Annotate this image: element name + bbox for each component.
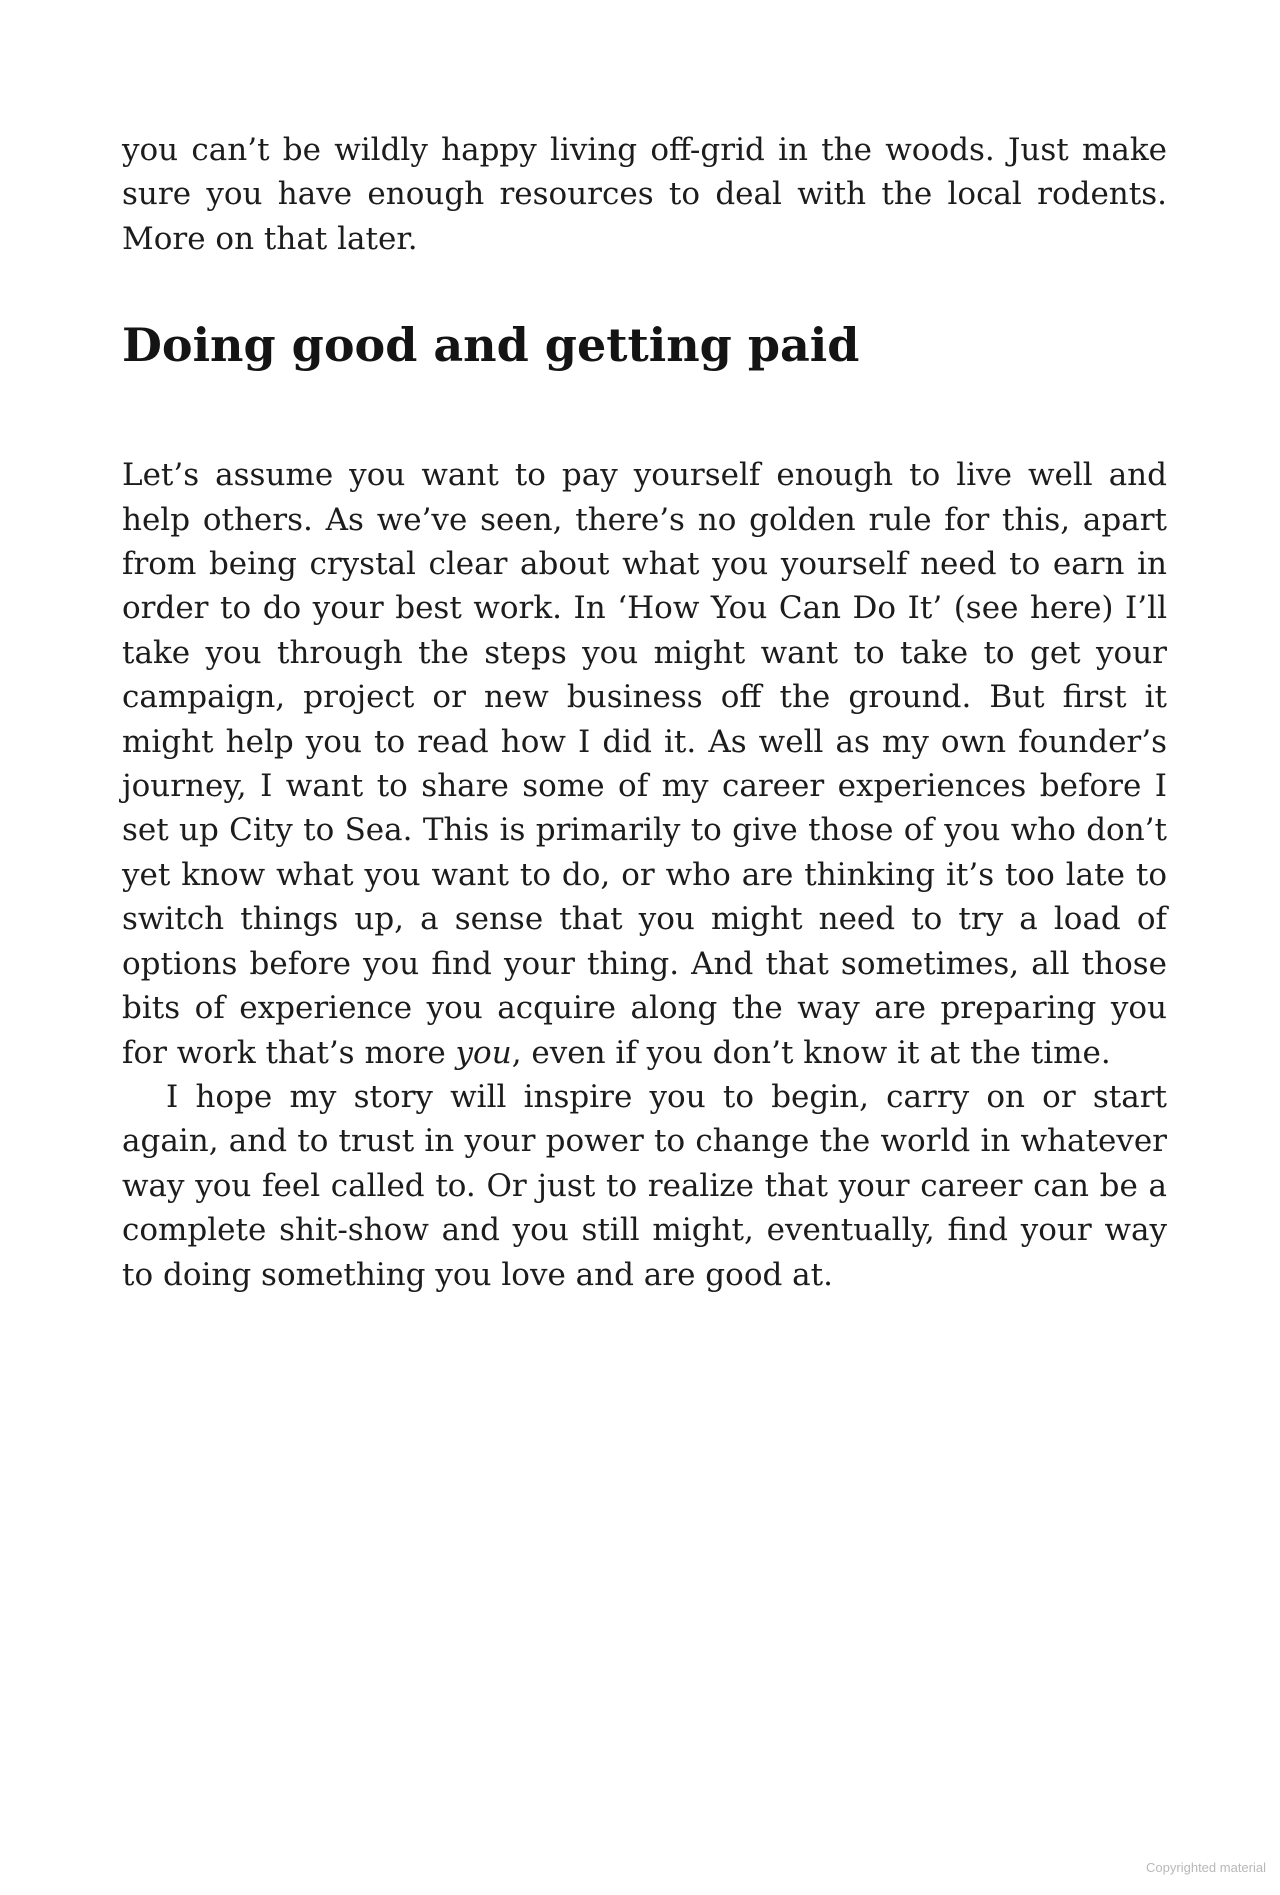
body-paragraph-1 [122, 453, 1167, 1075]
section-heading: Doing good and getting paid [122, 318, 860, 373]
body-paragraph-2: I hope my story will inspire you to begin, carry on or start again, and to trust in your power to change the world in whatever way you feel called to. Or just to realize that your career can be a complete shit-show and you still might, eventually, find your way to doing something you love and are good at. [122, 1078, 1167, 1293]
section-body [122, 453, 1167, 1297]
intro-paragraph: you can’t be wildly happy living off-grid in the woods. Just make sure you have enough resources to deal with the local rodents. More on that later. [122, 132, 1167, 257]
copyright-watermark: Copyrighted material [1146, 1860, 1266, 1875]
paragraph-1-text-end: , even if you don’t know it at the time. [511, 1034, 1111, 1071]
paragraph-1-text-start: Let’s assume you want to pay yourself enough to live well and help others. As we’ve seen, there’s no golden rule for this, apart from being crystal clear about what you yourself need to earn in order to do your best work. In ‘How You Can Do It’ (see here) I’ll take you through the steps you might want to take to get your campaign, project or new business off the ground. But first it might help you to read how I did it. As well as my own founder’s journey, I want to share some of my career experiences before I set up City to Sea. This is primarily to give those of you who don’t yet know what you want to do, or who are thinking it’s too late to switch things up, a sense that you might need to try a load of options before you find your thing. And that sometimes, all those bits of experience you acquire along the way are preparing you for work that’s more [122, 457, 1167, 1071]
paragraph-1-italic-word: you [455, 1034, 512, 1071]
book-page [122, 128, 1167, 1297]
